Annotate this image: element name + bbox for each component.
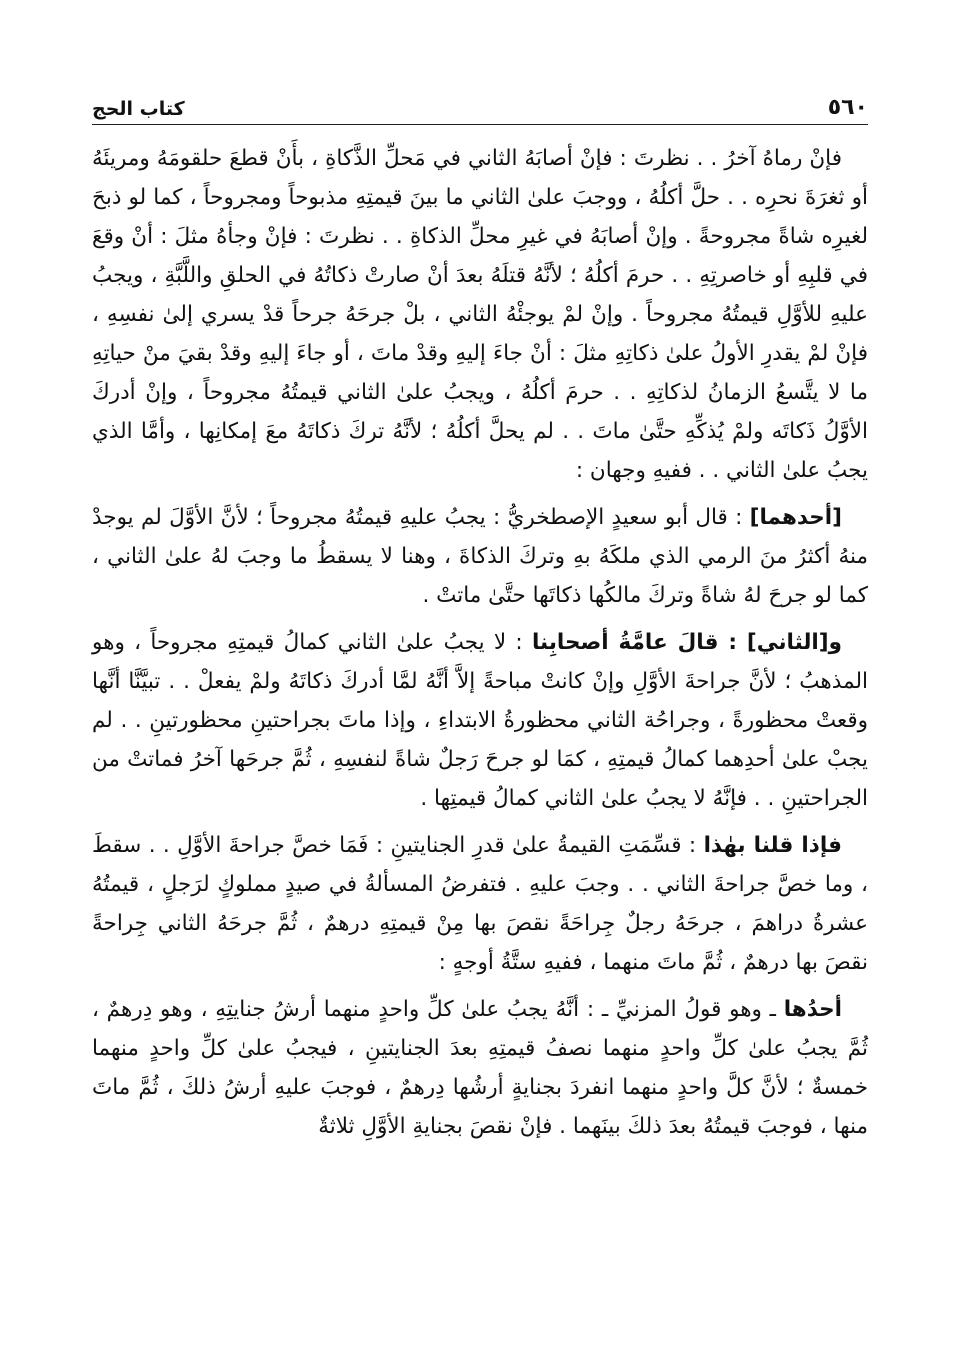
book-title: كتاب الحج <box>92 98 185 120</box>
paragraph-lead: أحدُها <box>783 997 842 1022</box>
paragraph-text: : قال أبو سعيدٍ الإصطخريُّ : يجبُ عليهِ قيمتُهُ مجروحاً ؛ لأنَّ الأوَّلَ لم يوجدْ منهُ أكثرُ منَ الرمي الذي ملكَهُ بهِ وتركَ الذكاةَ ، وهنا لا يسقطُ ما وجبَ لهُ علىٰ الثاني ، كما لو جرحَ لهُ شاةً وتركَ مالكُها ذكاتَها حتَّىٰ ماتتْ . <box>92 505 868 608</box>
paragraph-1 <box>92 139 868 490</box>
paragraph-lead: فإذا قلنا بهٰذا <box>703 833 842 858</box>
paragraph-text: : لا يجبُ علىٰ الثاني كمالُ قيمتِهِ مجروحاً ، وهو المذهبُ ؛ لأنَّ جراحةَ الأوَّلِ وإنْ كانتْ مباحةً إلاَّ أنَّهُ لمَّا أدركَ ذكاتَهُ ولمْ يفعلْ . . تبيَّنَّا أنَّها وقعتْ محظورةً ، وجراحُة الثاني محظورةُ الابتداءِ ، وإذا ماتَ بجراحتينِ محظورتينِ . . لم يجبْ علىٰ أحدِهما كمالُ قيمتِهِ ، كمَا لو جرحَ رَجلٌ شاةً لنفسِهِ ، ثُمَّ جرحَها آخرُ فماتتْ من الجراحتينِ . . فإنَّهُ لا يجبُ علىٰ الثاني كمالُ قيمتِها . <box>92 630 868 811</box>
paragraph-lead: و[الثاني] : قالَ عامَّةُ أصحابِنا <box>531 630 842 655</box>
paragraph-text: ـ وهو قولُ المزنيِّ ـ : أنَّهُ يجبُ علىٰ كلِّ واحدٍ منهما أرشُ جنايتِهِ ، وهو دِرهمٌ ، ثُمَّ يجبُ علىٰ كلِّ واحدٍ منهما نصفُ قيمتِهِ بعدَ الجنايتينِ ، فيجبُ علىٰ كلِّ واحدٍ منهما خمسةٌ ؛ لأنَّ كلَّ واحدٍ منهما انفردَ بجنايةٍ أرشُها دِرهمٌ ، فوجبَ عليهِ أرشُ ذلكَ ، ثُمَّ ماتَ منها ، فوجبَ قيمتُهُ بعدَ ذلكَ بينَهما . فإنْ نقصَ بجنايةِ الأوَّلِ ثلاثةٌ <box>92 997 868 1139</box>
page-body <box>92 139 868 1146</box>
paragraph-text: : قسِّمَتِ القيمةُ علىٰ قدرِ الجنايتينِ : فَمَا خصَّ جراحةَ الأوَّلِ . . سقطَ ، وما خصَّ جراحةَ الثاني . . وجبَ عليهِ . فتفرضُ المسألةُ في صيدٍ مملوكٍ لرَجلٍ ، قيمتُهُ عشرةُ دراهمَ ، جرحَهُ رجلٌ جِراحَةً نقصَ بها مِنْ قيمتِهِ درهمٌ ، ثُمَّ جرحَهُ الثاني جِراحةً نقصَ بها درهمٌ ، ثُمَّ ماتَ منهما ، ففيهِ ستَّةُ أوجهٍ : <box>92 833 868 975</box>
paragraph-4 <box>92 826 868 982</box>
paragraph-5 <box>92 990 868 1146</box>
book-page <box>92 80 868 1146</box>
running-header <box>92 80 868 125</box>
paragraph-lead: [أحدهما] <box>749 505 842 530</box>
paragraph-2 <box>92 498 868 615</box>
paragraph-3 <box>92 623 868 818</box>
page-number: ٥٦٠ <box>827 95 868 120</box>
paragraph-text: فإنْ رماهُ آخرُ . . نظرتَ : فإنْ أصابَهُ الثاني في مَحلِّ الذَّكاةِ ، بأَنْ قطعَ حلقومَهُ ومريئَهُ أو ثغرَةَ نحرِه . . حلَّ أكلُهُ ، ووجبَ علىٰ الثاني ما بينَ قيمتِهِ مذبوحاً ومجروحاً ، كما لو ذبحَ لغيرِه شاةً مجروحةً . وإنْ أصابَهُ في غيرِ محلِّ الذكاةِ . . نظرتَ : فإنْ وجأهُ مثلَ : أنْ وقعَ في قلبِهِ أو خاصرتِهِ . . حرمَ أكلُهُ ؛ لأنَّهُ قتلَهُ بعدَ أنْ صارتْ ذكاتُهُ في الحلقِ واللَّبَّةِ ، ويجبُ عليهِ للأوَّلِ قيمتُهُ مجروحاً . وإنْ لمْ يوجئْهُ الثاني ، بلْ جرحَهُ جرحاً قدْ يسري إلىٰ نفسِهِ ، فإنْ لمْ يقدرِ الأولُ علىٰ ذكاتِهِ مثلَ : أنْ جاءَ إليهِ وقدْ ماتَ ، أو جاءَ إليهِ وقدْ بقيَ منْ حياتِهِ ما لا يتَّسعُ الزمانُ لذكاتِهِ . . حرمَ أكلُهُ ، ويجبُ علىٰ الثاني قيمتُهُ مجروحاً ، وإنْ أدركَ الأوَّلُ ذَكاتَه ولمْ يُذكِّهِ حتَّىٰ ماتَ . . لم يحلَّ أكلُهُ ؛ لأنَّهُ تركَ ذكاتَهُ معَ إمكانِها ، وأمَّا الذي يجبُ علىٰ الثاني . . ففيهِ وجهان : <box>92 146 868 483</box>
